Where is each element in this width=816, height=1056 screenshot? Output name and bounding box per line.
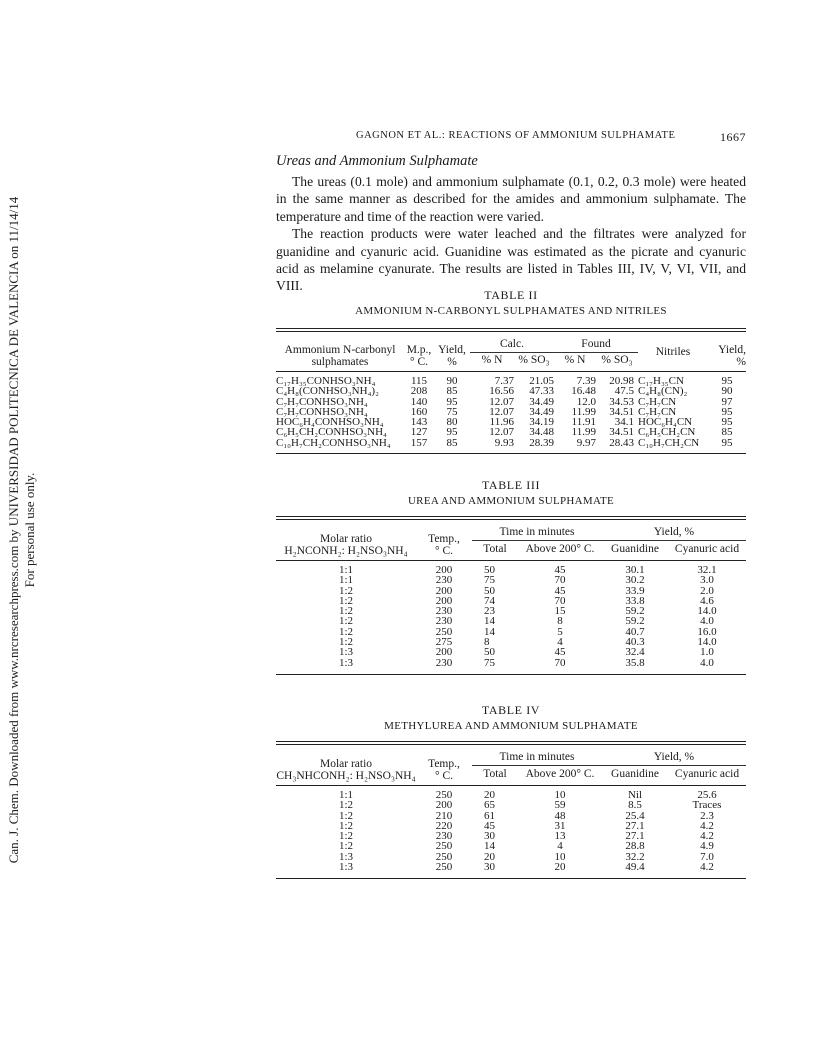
cell-compound: C₁₇H₃₅CONHSO₃NH₄ [276,375,376,387]
cell-yield: 90 [446,375,458,387]
header-time: Time in minutes [472,524,602,540]
header-ratio-sub: CH₃NHCONH₂: H₂NSO₃NH₄ [276,770,416,782]
cell-cyanuric: 2.3 [700,809,714,822]
cell-total: 50 [484,564,495,576]
cell-above: 4 [557,636,563,649]
cell-yield: 95 [446,426,458,439]
cell-above: 13 [554,830,566,843]
table-header-rule [276,560,746,561]
cell-temp: 200 [435,584,453,597]
cell-found-n: 7.39 [576,375,596,387]
cell-yield: 85 [446,436,458,449]
page-number: 1667 [720,130,746,144]
cell-calc-n: 16.56 [489,385,514,398]
cell-above: 31 [554,819,566,832]
cell-mp: 160 [410,405,428,418]
header-nitrile-yield-unit: % [736,356,746,368]
cell-temp: 230 [435,615,453,628]
cell-guanidine: Nil [627,789,643,801]
cell-total: 30 [484,861,495,874]
cell-calc-so3: 21.05 [529,375,554,387]
cell-found-so3: 34.1 [614,416,634,429]
cell-ratio: 1:1 [338,564,354,576]
table-body [276,790,746,872]
cell-total: 23 [484,605,495,618]
header-temp: Temp., [428,533,460,545]
cell-cyanuric: 7.0 [700,850,714,863]
cell-temp: 230 [435,830,453,843]
cell-found-so3: 34.51 [609,426,634,439]
cell-ratio: 1:1 [338,789,354,801]
header-calc-so3: % SO₃ [518,354,550,367]
cell-cyanuric: 4.2 [700,861,714,874]
table-caption: UREA AND AMMONIUM SULPHAMATE [407,495,615,507]
body-text [276,173,746,295]
header-calc-n: % N [481,354,503,367]
cell-total: 61 [484,809,495,822]
table-top-rule [276,741,746,745]
cell-total: 50 [484,646,495,659]
table-header [276,524,746,557]
cell-ratio: 1:2 [338,809,354,822]
cell-total: 45 [484,819,495,832]
header-compound: Ammonium N-carbonyl [284,344,396,356]
header-ratio: Molar ratio [319,758,373,770]
header-nitrile-yield: Yield, [718,344,746,356]
table-bottom-rule [276,674,746,675]
header-above: Above 200° C. [525,542,595,555]
section-heading: Ureas and Ammonium Sulphamate [276,153,478,169]
cell-found-n: 11.91 [571,416,596,429]
cell-mp: 127 [410,426,428,439]
cell-cyanuric: 4.2 [700,830,714,843]
cell-temp: 200 [435,594,453,607]
cell-calc-n: 12.07 [489,405,514,418]
cell-nitrile-yield: 95 [721,375,733,387]
cell-guanidine: 27.1 [625,830,645,843]
cell-above: 4 [557,840,563,853]
header-yield: Yield, % [602,749,746,765]
cell-ratio: 1:2 [338,625,354,638]
table-bottom-rule [276,878,746,879]
cell-mp: 208 [410,385,428,398]
cell-guanidine: 25.4 [625,809,645,822]
cell-cyanuric: 4.9 [700,840,714,853]
cell-nitrile: C₇H₇CN [638,395,677,408]
cell-calc-so3: 34.48 [529,426,554,439]
cell-calc-so3: 34.49 [529,405,554,418]
cell-found-so3: 20.98 [609,375,634,387]
cell-ratio: 1:2 [338,605,354,618]
cell-ratio: 1:2 [338,799,354,812]
cell-found-n: 11.99 [571,405,596,418]
cell-nitrile: C₆H₅CH₂CN [638,426,696,439]
cell-calc-so3: 28.39 [529,436,554,449]
cell-calc-n: 11.96 [489,416,514,429]
cell-ratio: 1:3 [338,646,354,659]
header-found-n: % N [564,354,586,367]
cell-guanidine: 35.8 [625,656,645,669]
cell-guanidine: 33.8 [625,594,645,607]
cell-mp: 143 [410,416,428,429]
cell-found-n: 9.97 [576,436,596,449]
cell-cyanuric: 4.0 [700,656,714,669]
header-guanidine: Guanidine [611,767,659,780]
cell-guanidine: 59.2 [625,615,645,628]
cell-ratio: 1:2 [338,830,354,843]
cell-compound: C₆H₅CH₂CONHSO₃NH₄ [276,426,387,439]
cell-cyanuric: 4.6 [700,594,714,607]
cell-found-n: 12.0 [576,395,596,408]
cell-cyanuric: 16.0 [697,625,717,638]
header-mp-unit: ° C. [409,356,429,368]
cell-found-so3: 47.5 [614,385,634,398]
cell-temp: 250 [435,789,453,801]
table-3 [276,478,746,675]
cell-mp: 115 [410,375,428,387]
cell-guanidine: 30.2 [625,574,645,587]
header-total: Total [483,767,507,780]
cell-temp: 200 [435,799,453,812]
cell-guanidine: 49.4 [625,861,645,874]
header-compound-sub: sulphamates [311,356,369,368]
cell-guanidine: 33.9 [625,584,645,597]
cell-temp: 230 [435,605,453,618]
cell-compound: C₄H₈(CONHSO₃NH₄)₂ [276,385,379,398]
cell-guanidine: 32.4 [625,646,645,659]
cell-guanidine: 40.7 [625,625,645,638]
cell-yield: 85 [446,385,458,398]
cell-calc-n: 9.93 [494,436,514,449]
cell-total: 75 [484,574,495,587]
cell-ratio: 1:2 [338,584,354,597]
cell-found-so3: 34.51 [609,405,634,418]
header-ratio-sub: H₂NCONH₂: H₂NSO₃NH₄ [284,545,408,557]
header-yield: Yield, % [602,524,746,540]
download-notice [2,170,42,890]
cell-total: 50 [484,584,495,597]
cell-above: 70 [554,594,566,607]
cell-ratio: 1:3 [338,861,354,874]
cell-above: 10 [554,850,566,863]
cell-temp: 250 [435,850,453,863]
cell-total: 75 [484,656,495,669]
cell-nitrile-yield: 97 [721,395,733,408]
cell-temp: 210 [435,809,453,822]
table-top-rule [276,516,746,520]
cell-temp: 200 [435,564,453,576]
cell-cyanuric: 32.1 [697,564,717,576]
cell-temp: 250 [435,625,453,638]
header-mp: M.p., [406,344,432,356]
cell-temp: 220 [435,819,453,832]
table-bottom-rule [276,453,746,454]
table-top-rule [276,328,746,332]
table-caption: METHYLUREA AND AMMONIUM SULPHAMATE [384,720,638,732]
cell-compound: C₁₀H₇CH₂CONHSO₃NH₄ [276,436,391,449]
cell-cyanuric: 1.0 [700,646,714,659]
cell-nitrile-yield: 90 [721,385,733,398]
cell-temp: 230 [435,574,453,587]
header-yield: Yield, [438,344,466,356]
cell-calc-n: 12.07 [489,395,514,408]
cell-above: 70 [554,574,566,587]
cell-cyanuric: Traces [692,799,722,812]
cell-compound: C₇H₇CONHSO₃NH₄ [276,395,368,408]
cell-total: 20 [484,850,495,863]
cell-found-so3: 28.43 [609,436,634,449]
cell-found-so3: 34.53 [609,395,634,408]
cell-nitrile: C₄H₈(CN)₂ [638,385,688,398]
cell-ratio: 1:1 [338,574,354,587]
table-title: TABLE IV [481,703,541,717]
cell-found-n: 11.99 [571,426,596,439]
table-body [276,565,746,668]
table-2 [276,288,746,454]
cell-cyanuric: 2.0 [700,584,714,597]
header-temp-unit: ° C. [434,770,454,782]
cell-ratio: 1:2 [338,615,354,628]
cell-total: 14 [484,840,495,853]
table-row [276,658,746,668]
download-notice-line: Can. J. Chem. Downloaded from www.nrcresearchpress.com by UNIVERSIDAD POLITECNICA DE VALENCIA on 11/14/14 [6,196,21,864]
header-found-so3: % SO₃ [601,354,633,367]
cell-ratio: 1:3 [338,656,354,669]
cell-cyanuric: 14.0 [697,636,717,649]
running-head-title: GAGNON ET AL.: REACTIONS OF AMMONIUM SULPHAMATE [356,130,676,141]
header-temp: Temp., [428,758,460,770]
table-row [276,862,746,872]
cell-nitrile: C₁₀H₇CH₂CN [638,436,700,449]
cell-guanidine: 30.1 [625,564,645,576]
cell-nitrile: C₇H₇CN [638,405,677,418]
cell-above: 10 [554,789,566,801]
header-ratio: Molar ratio [319,533,373,545]
cell-above: 45 [554,584,566,597]
cell-nitrile: C₁₇H₃₅CN [638,375,684,387]
header-temp-unit: ° C. [434,545,454,557]
cell-guanidine: 32.2 [625,850,645,863]
cell-temp: 275 [435,636,453,649]
cell-mp: 140 [410,395,428,408]
table-title: TABLE II [484,288,538,302]
cell-calc-so3: 34.49 [529,395,554,408]
cell-guanidine: 40.3 [625,636,645,649]
cell-cyanuric: 3.0 [700,574,714,587]
cell-total: 74 [484,594,495,607]
table-header-rule [276,785,746,786]
cell-total: 65 [484,799,495,812]
table-header [276,749,746,782]
cell-above: 48 [554,809,566,822]
cell-cyanuric: 4.2 [700,819,714,832]
cell-calc-so3: 34.19 [529,416,554,429]
header-cyanuric: Cyanuric acid [674,542,740,555]
table-header-rule [276,371,746,372]
cell-yield: 80 [446,416,458,429]
cell-guanidine: 59.2 [625,605,645,618]
table-body [276,376,746,448]
cell-above: 5 [557,625,563,638]
cell-temp: 250 [435,861,453,874]
cell-above: 20 [554,861,566,874]
personal-use-notice: For personal use only. [22,472,37,588]
table-caption: AMMONIUM N-CARBONYL SULPHAMATES AND NITRILES [355,305,667,317]
cell-mp: 157 [410,436,428,449]
cell-above: 70 [554,656,566,669]
header-nitriles: Nitriles [655,346,691,358]
cell-compound: HOC₆H₄CONHSO₃NH₄ [276,416,384,429]
cell-nitrile: HOC₆H₄CN [638,416,693,429]
header-above: Above 200° C. [525,767,595,780]
cell-calc-n: 7.37 [494,375,514,387]
header-yield-unit: % [447,356,457,368]
cell-above: 15 [554,605,566,618]
cell-ratio: 1:3 [338,850,354,863]
cell-above: 45 [554,564,566,576]
cell-total: 8 [484,636,490,649]
header-cyanuric: Cyanuric acid [674,767,740,780]
cell-ratio: 1:2 [338,840,354,853]
cell-cyanuric: 14.0 [697,605,717,618]
cell-temp: 250 [435,840,453,853]
cell-above: 59 [554,799,566,812]
cell-total: 14 [484,615,495,628]
cell-temp: 230 [435,656,453,669]
header-total: Total [483,542,507,555]
cell-above: 45 [554,646,566,659]
cell-cyanuric: 4.0 [700,615,714,628]
header-guanidine: Guanidine [611,542,659,555]
cell-compound: C₇H₇CONHSO₃NH₄ [276,405,368,418]
cell-found-n: 16.48 [571,385,596,398]
cell-yield: 75 [446,405,458,418]
paragraph: The ureas (0.1 mole) and ammonium sulphamate (0.1, 0.2, 0.3 mole) were heated in the same manner as described for the amides and ammonium sulphamate. The temperature and time of the reaction were varied. [276,174,746,224]
header-time: Time in minutes [472,749,602,765]
cell-nitrile-yield: 85 [721,426,733,439]
cell-cyanuric: 25.6 [697,789,717,801]
cell-calc-n: 12.07 [489,426,514,439]
cell-guanidine: 27.1 [625,819,645,832]
cell-total: 30 [484,830,495,843]
cell-above: 8 [557,615,563,628]
cell-guanidine: 28.8 [625,840,645,853]
table-title: TABLE III [481,478,541,492]
table-row [276,438,746,448]
header-calc: Calc. [470,336,554,352]
cell-total: 14 [484,625,495,638]
cell-ratio: 1:2 [338,819,354,832]
paragraph: The reaction products were water leached and the filtrates were analyzed for guanidine and cyanuric acid. Guanidine was estimated as the picrate and cyanuric acid as melamine cyanurate. The results are listed in Tables III, IV, V, VI, VII, and VIII. [276,226,746,294]
header-found: Found [554,336,638,352]
cell-nitrile-yield: 95 [721,416,733,429]
cell-total: 20 [484,789,495,801]
table-header [276,336,746,368]
cell-nitrile-yield: 95 [721,436,733,449]
cell-ratio: 1:2 [338,636,354,649]
cell-ratio: 1:2 [338,594,354,607]
table-4 [276,703,746,879]
cell-calc-so3: 47.33 [529,385,554,398]
cell-temp: 200 [435,646,453,659]
cell-nitrile-yield: 95 [721,405,733,418]
cell-guanidine: 8.5 [628,799,642,812]
cell-yield: 95 [446,395,458,408]
